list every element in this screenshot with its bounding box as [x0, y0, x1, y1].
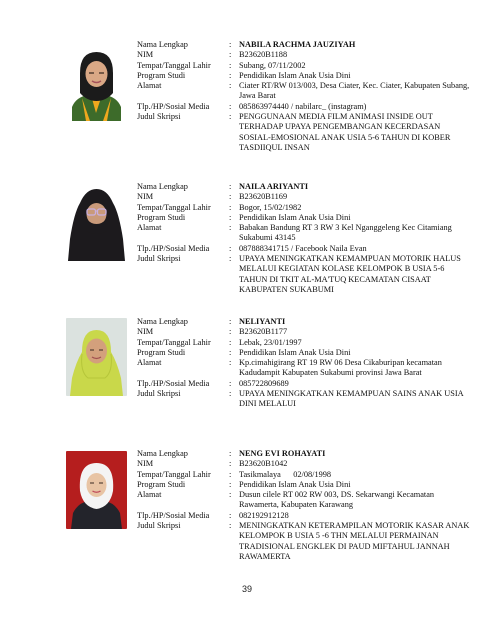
label-nim: NIM [137, 327, 154, 337]
label-judul: Judul Skripsi [137, 521, 181, 531]
field-ttl [137, 470, 477, 480]
value-nim: B23620B1042 [239, 459, 288, 469]
label-alamat: Alamat [137, 81, 162, 91]
value-prodi: Pendidikan Islam Anak Usia Dini [239, 479, 351, 489]
field-judul [137, 521, 477, 562]
colon: : [229, 347, 232, 357]
value-prodi: Pendidikan Islam Anak Usia Dini [239, 347, 351, 357]
page-number: 39 [241, 584, 252, 594]
colon: : [229, 101, 232, 111]
value-alamat: Dusun cilele RT 002 RW 003, DS. Sekarwangi Kecamatan Rawamerta, Kabupaten Karawang [239, 490, 435, 510]
label-ttl: Tempat/Tanggal Lahir [137, 469, 211, 479]
label-nama: Nama Lengkap [137, 317, 188, 326]
colon: : [229, 378, 232, 388]
value-alamat: Kp.cimahigirang RT 19 RW 06 Desa Cikaburipan kecamatan Kadudampit Kabupaten Sukabumi provinsi Jawa Barat [239, 358, 442, 378]
value-ttl: Tasikmalaya 02/08/1998 [239, 469, 332, 479]
value-ttl: Lebak, 23/01/1997 [239, 337, 302, 347]
label-alamat: Alamat [137, 358, 162, 368]
value-nim: B23620B1169 [239, 192, 288, 202]
colon: : [229, 182, 232, 191]
value-prodi: Pendidikan Islam Anak Usia Dini [239, 70, 351, 80]
colon: : [229, 337, 232, 347]
colon: : [229, 81, 232, 91]
label-prodi: Program Studi [137, 479, 186, 489]
colon: : [229, 223, 232, 233]
field-alamat [137, 223, 477, 244]
colon: : [229, 449, 232, 458]
field-nim [137, 50, 477, 60]
value-nama: NELIYANTI [239, 317, 286, 326]
field-judul [137, 112, 477, 153]
label-ttl: Tempat/Tanggal Lahir [137, 60, 211, 70]
label-alamat: Alamat [137, 490, 162, 500]
field-nama [137, 40, 477, 50]
field-prodi [137, 480, 477, 490]
value-ttl: Bogor, 15/02/1982 [239, 202, 302, 212]
label-ttl: Tempat/Tanggal Lahir [137, 202, 211, 212]
value-judul: PENGGUNAAN MEDIA FILM ANIMASI INSIDE OUT TERHADAP UPAYA PENGEMBANGAN KECERDASAN SOSIAL-EMOSIONAL ANAK USIA 5-6 TAHUN DI KOBER TASDIIQUL INSAN [239, 112, 451, 152]
label-kontak: Tlp./HP/Sosial Media [137, 101, 210, 111]
field-kontak [137, 244, 477, 254]
student-fields-2 [137, 182, 477, 295]
colon: : [229, 212, 232, 222]
value-prodi: Pendidikan Islam Anak Usia Dini [239, 212, 351, 222]
student-photo-3 [66, 318, 127, 396]
student-photo-4 [66, 451, 127, 529]
colon: : [229, 358, 232, 368]
field-alamat [137, 81, 477, 102]
value-alamat: Ciater RT/RW 013/003, Desa Ciater, Kec. Ciater, Kabupaten Subang, Jawa Barat [239, 81, 470, 101]
colon: : [229, 254, 232, 264]
field-ttl [137, 61, 477, 71]
field-judul [137, 389, 477, 410]
value-judul: UPAYA MENINGKATKAN KEMAMPUAN SAINS ANAK USIA DINI MELALUI [239, 389, 464, 409]
field-alamat [137, 490, 477, 511]
label-ttl: Tempat/Tanggal Lahir [137, 337, 211, 347]
label-kontak: Tlp./HP/Sosial Media [137, 510, 210, 520]
field-nim [137, 192, 477, 202]
student-fields-1 [137, 40, 477, 153]
value-judul: UPAYA MENINGKATKAN KEMAMPUAN MOTORIK HALUS MELALUI KEGIATAN KOLASE KELOMPOK B USIA 5-6 TAHUN DI TKIT AL-MA'TUQ KECAMATAN CISAAT KABUPATEN SUKABUMI [239, 254, 461, 294]
colon: : [229, 243, 232, 253]
label-prodi: Program Studi [137, 347, 186, 357]
value-nim: B23620B1188 [239, 50, 288, 60]
value-kontak: 085863974440 / nabilarc_ (instagram) [239, 101, 367, 111]
field-ttl [137, 338, 477, 348]
label-prodi: Program Studi [137, 212, 186, 222]
label-judul: Judul Skripsi [137, 254, 181, 264]
colon: : [229, 317, 232, 326]
field-prodi [137, 348, 477, 358]
colon: : [229, 327, 232, 337]
label-prodi: Program Studi [137, 70, 186, 80]
label-nim: NIM [137, 192, 154, 202]
student-photo-2 [66, 183, 127, 261]
label-nama: Nama Lengkap [137, 40, 188, 49]
field-nama [137, 182, 477, 192]
value-judul: MENINGKATKAN KETERAMPILAN MOTORIK KASAR ANAK KELOMPOK B USIA 5 -6 THN MELALUI PERMAINAN TRADISIONAL ENGKLEK DI PAUD MIFTAHUL JANNAH RAWAMERTA [239, 521, 470, 561]
field-nama [137, 449, 477, 459]
field-kontak [137, 511, 477, 521]
colon: : [229, 70, 232, 80]
colon: : [229, 490, 232, 500]
colon: : [229, 479, 232, 489]
field-prodi [137, 213, 477, 223]
colon: : [229, 40, 232, 49]
label-nim: NIM [137, 50, 154, 60]
colon: : [229, 60, 232, 70]
colon: : [229, 389, 232, 399]
field-ttl [137, 203, 477, 213]
colon: : [229, 469, 232, 479]
field-nim [137, 327, 477, 337]
colon: : [229, 202, 232, 212]
value-nama: NENG EVI ROHAYATI [239, 449, 326, 458]
value-nama: NAILA ARIYANTI [239, 182, 309, 191]
value-alamat: Babakan Bandung RT 3 RW 3 Kel Nganggeleng Kec Citamiang Sukabumi 43145 [239, 223, 452, 243]
student-fields-4 [137, 449, 477, 562]
colon: : [229, 50, 232, 60]
value-kontak: 082192912128 [239, 510, 289, 520]
student-photo-1 [66, 43, 127, 121]
label-nama: Nama Lengkap [137, 182, 188, 191]
label-kontak: Tlp./HP/Sosial Media [137, 243, 210, 253]
value-nama: NABILA RACHMA JAUZIYAH [239, 40, 356, 49]
label-judul: Judul Skripsi [137, 389, 181, 399]
field-prodi [137, 71, 477, 81]
field-nama [137, 317, 477, 327]
label-alamat: Alamat [137, 223, 162, 233]
colon: : [229, 521, 232, 531]
colon: : [229, 112, 232, 122]
field-kontak [137, 102, 477, 112]
field-nim [137, 459, 477, 469]
value-kontak: 087888341715 / Facebook Naila Evan [239, 243, 367, 253]
colon: : [229, 510, 232, 520]
student-fields-3 [137, 317, 477, 410]
label-nama: Nama Lengkap [137, 449, 188, 458]
field-alamat [137, 358, 477, 379]
value-kontak: 085722809689 [239, 378, 289, 388]
label-judul: Judul Skripsi [137, 112, 181, 122]
colon: : [229, 459, 232, 469]
value-ttl: Subang, 07/11/2002 [239, 60, 306, 70]
colon: : [229, 192, 232, 202]
field-kontak [137, 379, 477, 389]
label-nim: NIM [137, 459, 154, 469]
field-judul [137, 254, 477, 295]
value-nim: B23620B1177 [239, 327, 288, 337]
label-kontak: Tlp./HP/Sosial Media [137, 378, 210, 388]
